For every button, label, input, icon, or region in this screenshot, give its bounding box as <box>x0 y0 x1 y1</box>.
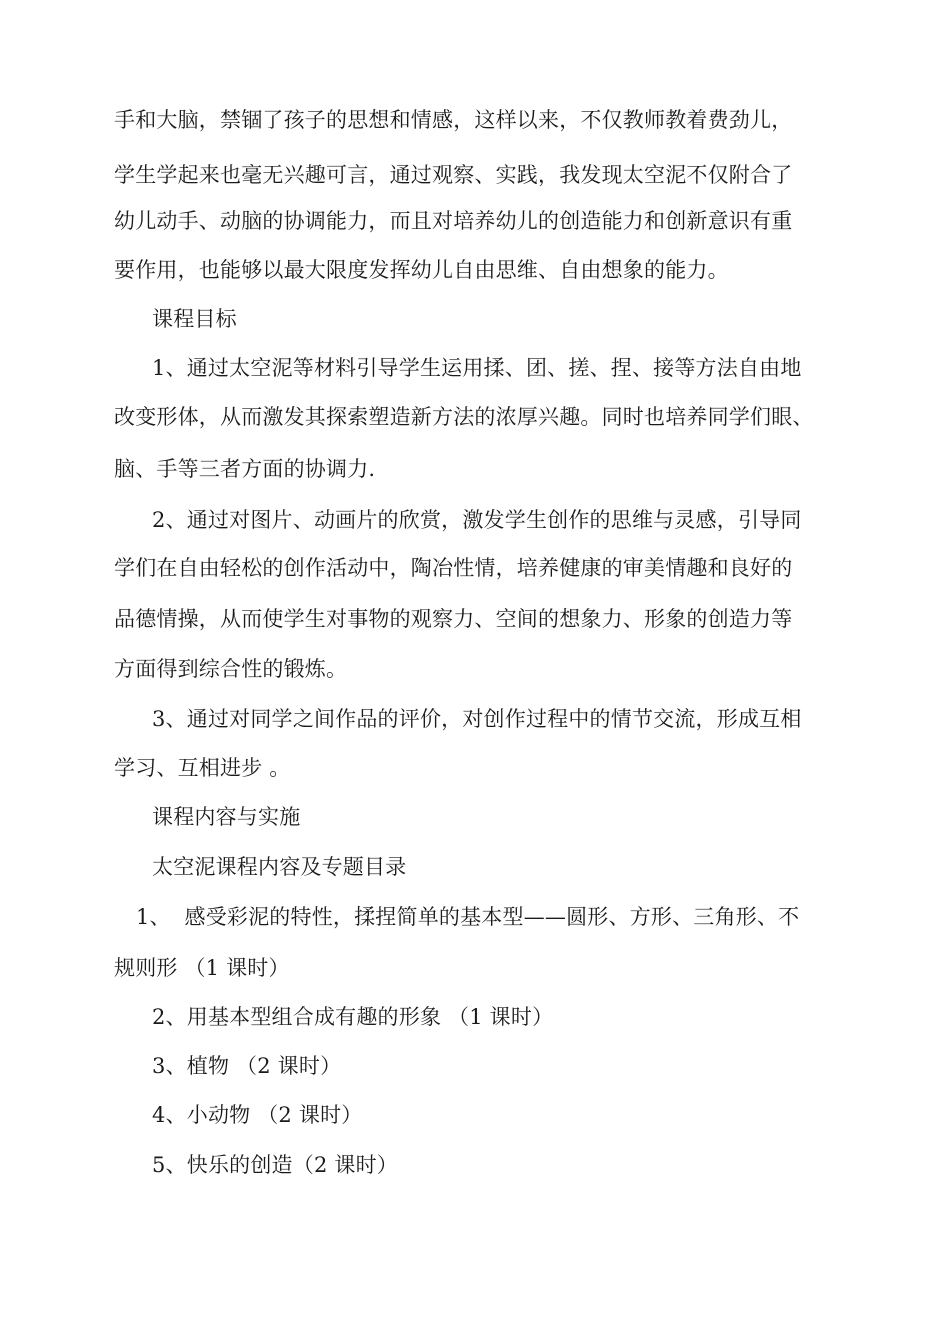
paragraph-line: 幼儿动手、动脑的协调能力，而且对培养幼儿的创造能力和创新意识有重 <box>114 209 793 233</box>
list-item-continuation: 规则形 （1 课时） <box>114 956 290 980</box>
paragraph-line: 3、通过对同学之间作品的评价，对创作过程中的情节交流，形成互相 <box>152 707 802 731</box>
paragraph-line: 学们在自由轻松的创作活动中，陶冶性情，培养健康的审美情趣和良好的 <box>114 556 793 580</box>
paragraph-line: 品德情操，从而使学生对事物的观察力、空间的想象力、形象的创造力等 <box>114 607 793 631</box>
paragraph-line: 方面得到综合性的锻炼。 <box>114 657 348 681</box>
sub-heading: 太空泥课程内容及专题目录 <box>152 855 407 879</box>
list-item: 1、 感受彩泥的特性，揉捏简单的基本型——圆形、方形、三角形、不 <box>136 905 800 929</box>
list-item: 2、用基本型组合成有趣的形象 （1 课时） <box>152 1005 554 1029</box>
list-item: 3、植物 （2 课时） <box>152 1054 342 1078</box>
paragraph-line: 学生学起来也毫无兴趣可言，通过观察、实践，我发现太空泥不仅附合了 <box>114 163 793 187</box>
paragraph-line: 学习、互相进步 。 <box>114 756 291 780</box>
paragraph-line: 脑、手等三者方面的协调力. <box>114 457 376 481</box>
section-heading: 课程内容与实施 <box>152 805 301 829</box>
paragraph-line: 1、通过太空泥等材料引导学生运用揉、团、搓、捏、接等方法自由地 <box>152 356 802 380</box>
paragraph-line: 要作用，也能够以最大限度发挥幼儿自由思维、自由想象的能力。 <box>114 258 729 282</box>
section-heading: 课程目标 <box>152 307 237 331</box>
paragraph-line: 手和大脑，禁锢了孩子的思想和情感，这样以来，不仅教师教着费劲儿， <box>114 108 793 132</box>
list-item: 5、快乐的创造（2 课时） <box>152 1153 398 1177</box>
paragraph-line: 改变形体，从而激发其探索塑造新方法的浓厚兴趣。同时也培养同学们眼、 <box>114 405 814 429</box>
list-item: 4、小动物 （2 课时） <box>152 1103 363 1127</box>
paragraph-line: 2、通过对图片、动画片的欣赏，激发学生创作的思维与灵感，引导同 <box>152 508 802 532</box>
